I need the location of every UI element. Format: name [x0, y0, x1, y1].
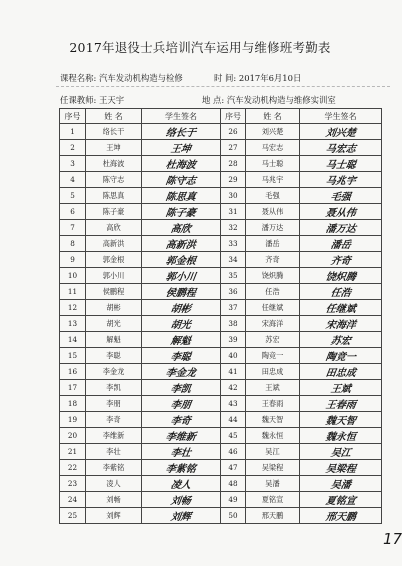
student-no-cell: 42	[221, 380, 246, 396]
student-name-cell: 刘辉	[86, 508, 142, 524]
student-signature-cell	[142, 268, 221, 284]
handwritten-signature: 毛强	[329, 192, 351, 204]
student-signature-cell	[300, 316, 382, 332]
handwritten-signature: 夏铭宣	[324, 496, 356, 508]
student-signature-cell	[142, 412, 221, 428]
teacher-info	[60, 94, 124, 106]
teacher-label: 任课教师:	[60, 95, 97, 105]
table-row	[60, 364, 382, 380]
student-name-cell: 马宏志	[246, 140, 300, 156]
student-signature-cell	[142, 364, 221, 380]
location-label: 地 点:	[202, 95, 225, 105]
student-name-cell: 王斌	[246, 380, 300, 396]
table-row	[60, 316, 382, 332]
divider-line	[56, 86, 390, 87]
table-row	[60, 508, 382, 524]
student-no-cell: 35	[221, 268, 246, 284]
student-name-cell: 杜海波	[86, 156, 142, 172]
student-name-cell: 毛强	[246, 188, 300, 204]
student-no-cell: 3	[60, 156, 86, 172]
header-name: 姓 名	[86, 109, 142, 124]
student-signature-cell	[300, 460, 382, 476]
handwritten-signature: 刘畅	[169, 496, 192, 508]
student-signature-cell	[300, 332, 382, 348]
student-name-cell: 陈守志	[86, 172, 142, 188]
handwritten-signature: 李紫铭	[164, 464, 197, 476]
student-signature-cell	[142, 316, 221, 332]
student-name-cell: 李金龙	[86, 364, 142, 380]
student-name-cell: 刘兴楚	[246, 124, 300, 140]
student-name-cell: 王春雨	[246, 396, 300, 412]
table-row	[60, 140, 382, 156]
student-signature-cell	[142, 508, 221, 524]
handwritten-signature: 王斌	[329, 384, 351, 396]
handwritten-signature: 马兆宇	[324, 176, 356, 188]
table-row	[60, 156, 382, 172]
student-no-cell: 48	[221, 476, 246, 492]
handwritten-signature: 郭小川	[164, 272, 197, 284]
student-no-cell: 32	[221, 220, 246, 236]
student-signature-cell	[300, 156, 382, 172]
handwritten-signature: 潘岳	[329, 240, 351, 252]
student-no-cell: 24	[60, 492, 86, 508]
student-signature-cell	[300, 300, 382, 316]
page-number-mark: 17	[383, 530, 402, 548]
table-row	[60, 348, 382, 364]
attendance-table	[59, 108, 382, 524]
student-name-cell: 李聪	[86, 348, 142, 364]
student-signature-cell	[300, 188, 382, 204]
table-row	[60, 124, 382, 140]
student-name-cell: 高新洪	[86, 236, 142, 252]
student-no-cell: 11	[60, 284, 86, 300]
handwritten-signature: 田忠成	[324, 368, 356, 380]
handwritten-signature: 陶竞一	[324, 352, 356, 364]
student-name-cell: 饶炽腾	[246, 268, 300, 284]
student-no-cell: 29	[221, 172, 246, 188]
student-signature-cell	[142, 252, 221, 268]
handwritten-signature: 邢天鹏	[324, 512, 356, 524]
header-sign: 学生签名	[300, 109, 382, 124]
page-title: 2017年退役士兵培训汽车运用与维修班考勤表	[69, 40, 331, 55]
table-row	[60, 460, 382, 476]
student-no-cell: 27	[221, 140, 246, 156]
table-row	[60, 428, 382, 444]
student-no-cell: 40	[221, 348, 246, 364]
student-signature-cell	[142, 156, 221, 172]
table-body	[60, 124, 382, 524]
student-signature-cell	[300, 444, 382, 460]
handwritten-signature: 任浩	[329, 288, 351, 300]
student-no-cell: 12	[60, 300, 86, 316]
student-signature-cell	[142, 204, 221, 220]
student-signature-cell	[142, 380, 221, 396]
handwritten-signature: 陈思真	[164, 192, 197, 204]
handwritten-signature: 胡彬	[169, 304, 192, 316]
header-no: 序号	[221, 109, 246, 124]
handwritten-signature: 陈守志	[164, 176, 197, 188]
student-no-cell: 20	[60, 428, 86, 444]
table-row	[60, 332, 382, 348]
handwritten-signature: 凌人	[169, 480, 192, 492]
student-name-cell: 陶竞一	[246, 348, 300, 364]
student-no-cell: 22	[60, 460, 86, 476]
student-name-cell: 潘万达	[246, 220, 300, 236]
student-name-cell: 侯鹏程	[86, 284, 142, 300]
student-name-cell: 郭小川	[86, 268, 142, 284]
student-no-cell: 6	[60, 204, 86, 220]
student-name-cell: 田忠成	[246, 364, 300, 380]
student-name-cell: 吴江	[246, 444, 300, 460]
student-name-cell: 潘岳	[246, 236, 300, 252]
student-no-cell: 36	[221, 284, 246, 300]
location-value: 汽车发动机构造与维修实训室	[226, 95, 336, 105]
student-signature-cell	[300, 204, 382, 220]
course-label: 课程名称:	[60, 73, 97, 83]
student-no-cell: 30	[221, 188, 246, 204]
student-signature-cell	[142, 172, 221, 188]
student-signature-cell	[300, 428, 382, 444]
table-row	[60, 444, 382, 460]
student-no-cell: 49	[221, 492, 246, 508]
handwritten-signature: 饶炽腾	[324, 272, 356, 284]
table-row	[60, 252, 382, 268]
handwritten-signature: 胡光	[169, 320, 192, 332]
handwritten-signature: 李朋	[169, 400, 192, 412]
handwritten-signature: 李凯	[169, 384, 192, 396]
student-signature-cell	[300, 476, 382, 492]
handwritten-signature: 李维新	[164, 432, 197, 444]
table-row	[60, 396, 382, 412]
student-name-cell: 李凯	[86, 380, 142, 396]
student-signature-cell	[142, 236, 221, 252]
student-no-cell: 47	[221, 460, 246, 476]
student-name-cell: 聂从伟	[246, 204, 300, 220]
table-row	[60, 236, 382, 252]
handwritten-signature: 魏永恒	[324, 432, 356, 444]
handwritten-signature: 高新洪	[164, 240, 197, 252]
student-signature-cell	[142, 188, 221, 204]
handwritten-signature: 陈子豪	[164, 208, 197, 220]
student-name-cell: 陈子豪	[86, 204, 142, 220]
student-no-cell: 28	[221, 156, 246, 172]
handwritten-signature: 李金龙	[164, 368, 197, 380]
table-row	[60, 220, 382, 236]
student-signature-cell	[300, 172, 382, 188]
student-signature-cell	[300, 492, 382, 508]
student-signature-cell	[142, 220, 221, 236]
student-name-cell: 陈思真	[86, 188, 142, 204]
student-no-cell: 38	[221, 316, 246, 332]
student-signature-cell	[300, 236, 382, 252]
header-name: 姓 名	[246, 109, 300, 124]
student-signature-cell	[300, 412, 382, 428]
student-no-cell: 34	[221, 252, 246, 268]
time-label: 时 间:	[214, 73, 237, 83]
student-name-cell: 李壮	[86, 444, 142, 460]
student-no-cell: 9	[60, 252, 86, 268]
course-info	[60, 72, 183, 84]
student-no-cell: 4	[60, 172, 86, 188]
student-no-cell: 14	[60, 332, 86, 348]
student-name-cell: 马士聪	[246, 156, 300, 172]
time-value: 2017年6月10日	[238, 73, 302, 83]
handwritten-signature: 李奇	[169, 416, 192, 428]
student-name-cell: 苏宏	[246, 332, 300, 348]
student-name-cell: 魏天智	[246, 412, 300, 428]
student-signature-cell	[300, 220, 382, 236]
handwritten-signature: 宋海洋	[324, 320, 356, 332]
student-no-cell: 10	[60, 268, 86, 284]
header-no: 序号	[60, 109, 86, 124]
student-name-cell: 凌人	[86, 476, 142, 492]
handwritten-signature: 魏天智	[324, 416, 356, 428]
student-signature-cell	[300, 380, 382, 396]
student-no-cell: 25	[60, 508, 86, 524]
student-name-cell: 李朋	[86, 396, 142, 412]
student-name-cell: 胡光	[86, 316, 142, 332]
student-signature-cell	[142, 428, 221, 444]
student-signature-cell	[142, 492, 221, 508]
course-value: 汽车发动机构造与检修	[99, 73, 183, 83]
handwritten-signature: 刘兴楚	[324, 128, 356, 140]
student-no-cell: 44	[221, 412, 246, 428]
student-signature-cell	[300, 140, 382, 156]
student-no-cell: 45	[221, 428, 246, 444]
table-header-row	[60, 109, 382, 124]
student-name-cell: 王坤	[86, 140, 142, 156]
student-signature-cell	[142, 140, 221, 156]
student-no-cell: 17	[60, 380, 86, 396]
student-signature-cell	[300, 124, 382, 140]
student-no-cell: 15	[60, 348, 86, 364]
student-name-cell: 任浩	[246, 284, 300, 300]
student-signature-cell	[142, 300, 221, 316]
handwritten-signature: 解魁	[169, 336, 192, 348]
table-row	[60, 204, 382, 220]
handwritten-signature: 刘辉	[169, 512, 192, 524]
student-no-cell: 16	[60, 364, 86, 380]
handwritten-signature: 李聪	[169, 352, 192, 364]
student-no-cell: 41	[221, 364, 246, 380]
student-signature-cell	[300, 364, 382, 380]
handwritten-signature: 郭金根	[164, 256, 197, 268]
handwritten-signature: 吴江	[329, 448, 351, 460]
handwritten-signature: 吴潘	[329, 480, 351, 492]
handwritten-signature: 马士聪	[324, 160, 356, 172]
handwritten-signature: 马宏志	[324, 144, 356, 156]
table-row	[60, 172, 382, 188]
handwritten-signature: 王坤	[169, 144, 192, 156]
student-signature-cell	[142, 284, 221, 300]
time-info	[214, 72, 301, 84]
student-signature-cell	[300, 508, 382, 524]
student-no-cell: 13	[60, 316, 86, 332]
table-row	[60, 380, 382, 396]
table-row	[60, 492, 382, 508]
student-no-cell: 26	[221, 124, 246, 140]
handwritten-signature: 杜海波	[164, 160, 197, 172]
student-name-cell: 齐奇	[246, 252, 300, 268]
student-no-cell: 18	[60, 396, 86, 412]
student-name-cell: 李紫铭	[86, 460, 142, 476]
student-name-cell: 解魁	[86, 332, 142, 348]
handwritten-signature: 任继斌	[324, 304, 356, 316]
student-no-cell: 21	[60, 444, 86, 460]
table-row	[60, 188, 382, 204]
student-name-cell: 任继斌	[246, 300, 300, 316]
student-signature-cell	[142, 444, 221, 460]
student-name-cell: 宋海洋	[246, 316, 300, 332]
table-row	[60, 476, 382, 492]
handwritten-signature: 齐奇	[329, 256, 351, 268]
handwritten-signature: 苏宏	[329, 336, 351, 348]
student-no-cell: 7	[60, 220, 86, 236]
student-no-cell: 23	[60, 476, 86, 492]
student-name-cell: 李奇	[86, 412, 142, 428]
student-signature-cell	[142, 396, 221, 412]
student-signature-cell	[300, 252, 382, 268]
student-no-cell: 8	[60, 236, 86, 252]
table-row	[60, 284, 382, 300]
student-name-cell: 胡彬	[86, 300, 142, 316]
student-no-cell: 43	[221, 396, 246, 412]
table-row	[60, 300, 382, 316]
student-no-cell: 37	[221, 300, 246, 316]
student-signature-cell	[142, 476, 221, 492]
header-sign: 学生签名	[142, 109, 221, 124]
student-no-cell: 19	[60, 412, 86, 428]
student-signature-cell	[142, 332, 221, 348]
handwritten-signature: 聂从伟	[324, 208, 356, 220]
student-name-cell: 夏铭宣	[246, 492, 300, 508]
student-no-cell: 39	[221, 332, 246, 348]
student-signature-cell	[300, 284, 382, 300]
handwritten-signature: 高欣	[169, 224, 192, 236]
handwritten-signature: 潘万达	[324, 224, 356, 236]
student-name-cell: 刘畅	[86, 492, 142, 508]
student-name-cell: 吴梁程	[246, 460, 300, 476]
student-signature-cell	[142, 124, 221, 140]
student-name-cell: 马兆宇	[246, 172, 300, 188]
student-name-cell: 高欣	[86, 220, 142, 236]
student-name-cell: 络长干	[86, 124, 142, 140]
student-no-cell: 50	[221, 508, 246, 524]
handwritten-signature: 王春雨	[324, 400, 356, 412]
student-no-cell: 2	[60, 140, 86, 156]
table-row	[60, 412, 382, 428]
student-signature-cell	[300, 348, 382, 364]
handwritten-signature: 侯鹏程	[164, 288, 197, 300]
student-name-cell: 郭金根	[86, 252, 142, 268]
student-no-cell: 33	[221, 236, 246, 252]
handwritten-signature: 李壮	[169, 448, 192, 460]
student-name-cell: 魏永恒	[246, 428, 300, 444]
student-signature-cell	[142, 460, 221, 476]
student-signature-cell	[142, 348, 221, 364]
student-name-cell: 邢天鹏	[246, 508, 300, 524]
student-signature-cell	[300, 268, 382, 284]
student-no-cell: 5	[60, 188, 86, 204]
student-signature-cell	[300, 396, 382, 412]
student-name-cell: 吴潘	[246, 476, 300, 492]
student-no-cell: 46	[221, 444, 246, 460]
student-no-cell: 1	[60, 124, 86, 140]
student-name-cell: 李维新	[86, 428, 142, 444]
handwritten-signature: 吴梁程	[324, 464, 356, 476]
teacher-value: 王天宇	[99, 95, 125, 105]
location-info	[202, 94, 336, 106]
table-row	[60, 268, 382, 284]
handwritten-signature: 络长于	[164, 128, 197, 140]
student-no-cell: 31	[221, 204, 246, 220]
